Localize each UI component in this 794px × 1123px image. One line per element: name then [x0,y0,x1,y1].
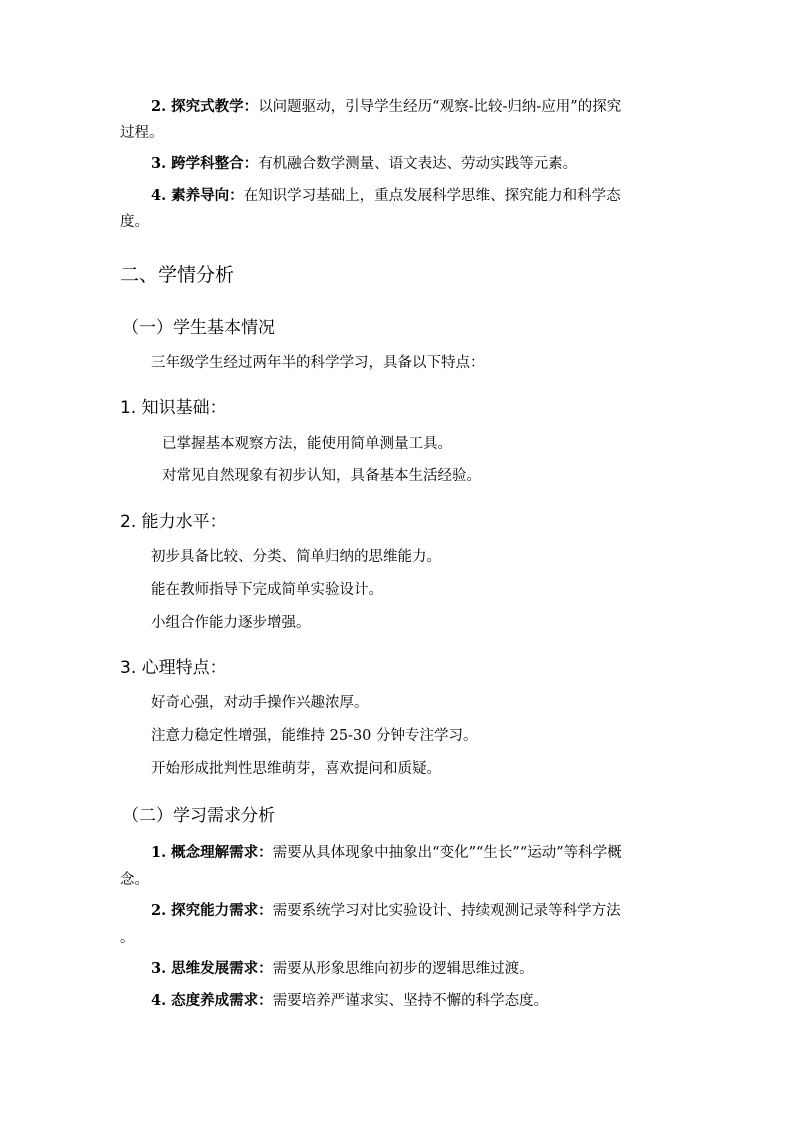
group-3-heading: 3. 心理特点： [120,658,227,678]
need-item-4 [151,991,548,1011]
intro-item-2-continuation: 过程。 [120,125,164,141]
group-2-item: 初步具备比较、分类、简单归纳的思维能力。 [151,549,441,565]
intro-item-3-text: 有机融合数学测量、语文表达、劳动实践等元素。 [258,156,578,172]
group-1-heading: 1. 知识基础： [120,398,227,418]
group-1-item: 已掌握基本观察方法，能使用简单测量工具。 [162,436,452,452]
intro-item-4-text: 在知识学习基础上，重点发展科学思维、探究能力和科学态 [243,188,621,204]
intro-item-3-label: 3. 跨学科整合： [151,155,259,172]
intro-item-3 [151,154,577,174]
need-item-2 [151,901,621,921]
intro-item-4-label: 4. 素养导向： [151,187,244,204]
group-3-item: 开始形成批判性思维萌芽，喜欢提问和质疑。 [151,761,441,777]
need-item-3-label: 3. 思维发展需求： [151,960,273,977]
intro-item-2-label: 2. 探究式教学： [151,98,259,115]
group-2-item: 小组合作能力逐步增强。 [151,615,311,631]
subsection-1-title: （一）学生基本情况 [122,318,275,338]
group-2-heading: 2. 能力水平： [120,512,227,532]
need-item-1 [151,843,622,863]
intro-item-2 [151,97,621,117]
need-item-2-text: 需要系统学习对比实验设计、持续观测记录等科学方法 [272,903,621,919]
group-1-item: 对常见自然现象有初步认知，具备基本生活经验。 [162,468,481,484]
subsection-1-intro: 三年级学生经过两年半的科学学习，具备以下特点： [151,355,485,371]
need-item-1-label: 1. 概念理解需求： [151,844,273,861]
need-item-2-continuation: 。 [120,930,135,946]
subsection-2-title: （二）学习需求分析 [122,806,275,826]
intro-item-4 [151,186,621,206]
need-item-1-continuation: 念。 [120,872,149,888]
group-3-item: 注意力稳定性增强，能维持 25-30 分钟专注学习。 [151,728,478,744]
need-item-3-text: 需要从形象思维向初步的逻辑思维过渡。 [272,961,534,977]
intro-item-2-text: 以问题驱动，引导学生经历“观察-比较-归纳-应用”的探究 [258,99,622,115]
need-item-1-text: 需要从具体现象中抽象出“变化”“生长”“运动”等科学概 [272,845,622,861]
need-item-4-text: 需要培养严谨求实、坚持不懈的科学态度。 [272,993,549,1009]
need-item-4-label: 4. 态度养成需求： [151,992,273,1009]
need-item-2-label: 2. 探究能力需求： [151,902,273,919]
need-item-3 [151,959,534,979]
section-title: 二、学情分析 [120,264,235,286]
group-3-item: 好奇心强，对动手操作兴趣浓厚。 [151,695,369,711]
intro-item-4-continuation: 度。 [120,214,149,230]
group-2-item: 能在教师指导下完成简单实验设计。 [151,582,383,598]
